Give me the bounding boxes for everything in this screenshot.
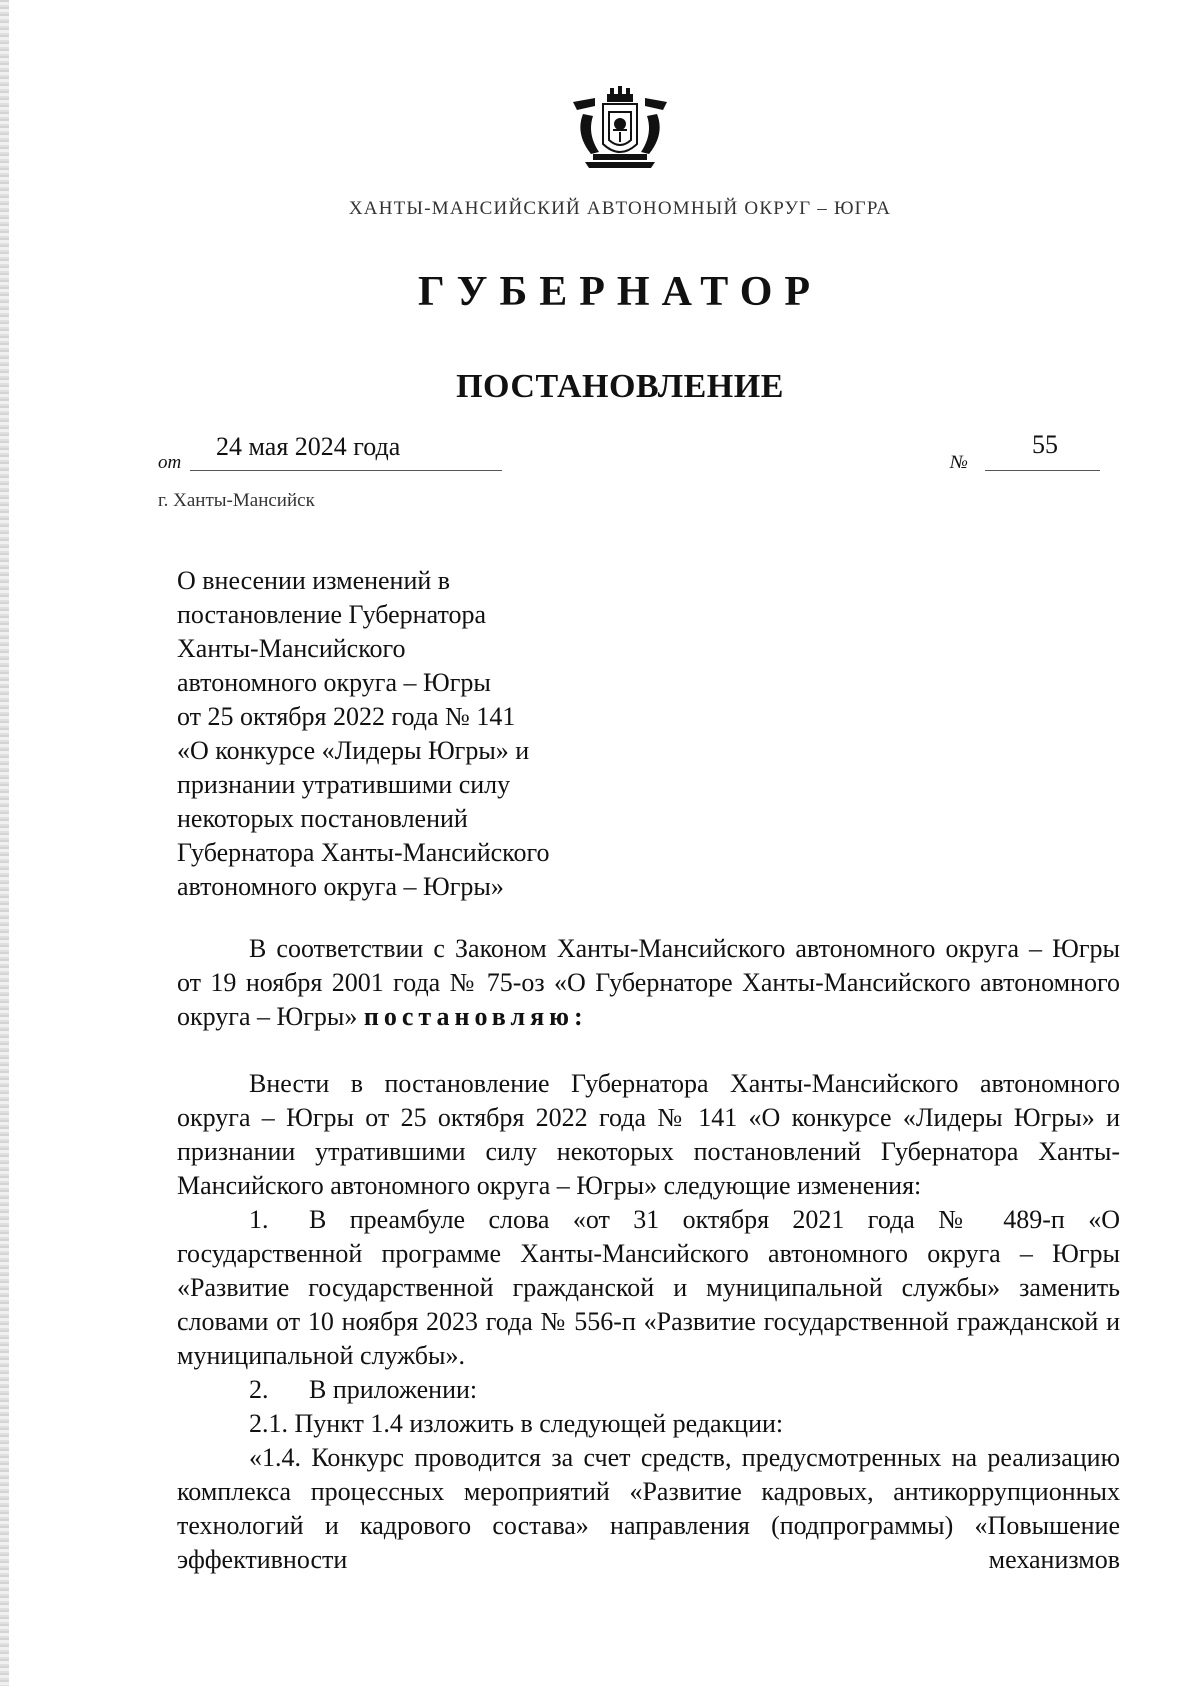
quoted-amendment: «1.4. Конкурс проводится за счет средств, предусмотренных на реализацию комплекса процессных мероприятий «Развитие кадровых, антикоррупционных технологий и кадрового состава» направления (подпрограммы) «Повышение эффективности механизмов	[177, 1443, 1120, 1574]
decree-word: постановляю:	[363, 1002, 588, 1031]
document-type: ПОСТАНОВЛЕНИЕ	[456, 368, 784, 405]
preamble-paragraph	[177, 932, 1120, 1034]
city: г. Ханты-Мансийск	[158, 490, 315, 511]
item-2	[177, 1373, 1120, 1407]
preamble-text: В соответствии с Законом Ханты-Мансийского автономного округа – Югры от 19 ноября 2001 года № 75-оз «О Губернаторе Ханты-Мансийского автономного округа – Югры»	[177, 934, 1120, 1031]
title-line: некоторых постановлений	[177, 804, 468, 833]
title-line: «О конкурсе «Лидеры Югры» и	[177, 736, 530, 765]
title-line: Губернатора Ханты-Мансийского	[177, 838, 550, 867]
item-2-number: 2.	[249, 1375, 269, 1404]
intro-paragraph: Внести в постановление Губернатора Ханты-Мансийского автономного округа – Югры от 25 октября 2022 года № 141 «О конкурсе «Лидеры Югры» и признании утратившими силу некоторых постановлений Губернатора Ханты-Мансийского автономного округа – Югры» следующие изменения:	[177, 1069, 1120, 1200]
document-body	[177, 932, 1120, 1577]
authority-title: ГУБЕРНАТОР	[417, 269, 823, 315]
number-underline	[985, 470, 1100, 471]
title-line: от 25 октября 2022 года № 141	[177, 702, 516, 731]
date-underline	[190, 470, 502, 471]
document-date: 24 мая 2024 года	[216, 432, 401, 461]
title-line: постановление Губернатора	[177, 600, 487, 629]
title-line: Ханты-Мансийского	[177, 634, 406, 663]
region-name: ХАНТЫ-МАНСИЙСКИЙ АВТОНОМНЫЙ ОКРУГ – ЮГРА	[348, 198, 892, 219]
number-label: №	[950, 452, 968, 473]
date-label: от	[158, 452, 182, 473]
item-1-text: В преамбуле слова «от 31 октября 2021 года № 489-п «О государственной программе Ханты-Мансийского автономного округа – Югры «Развитие государственной гражданской и муниципальной службы» заменить словами от 10 ноября 2023 года № 556-п «Развитие государственной гражданской и муниципальной службы».	[177, 1205, 1120, 1370]
title-line: признании утратившими силу	[177, 770, 511, 799]
item-1-number: 1.	[249, 1205, 269, 1234]
title-line: автономного округа – Югры	[177, 668, 491, 697]
document-title	[177, 564, 677, 904]
item-2-1: 2.1. Пункт 1.4 изложить в следующей редакции:	[249, 1409, 784, 1438]
item-1	[177, 1203, 1120, 1373]
coat-of-arms-icon	[565, 74, 675, 180]
title-line: автономного округа – Югры»	[177, 872, 504, 901]
document-number: 55	[1032, 430, 1058, 459]
title-line: О внесении изменений в	[177, 566, 451, 595]
item-2-text: В приложении:	[309, 1375, 478, 1404]
scan-edge	[0, 0, 9, 1686]
